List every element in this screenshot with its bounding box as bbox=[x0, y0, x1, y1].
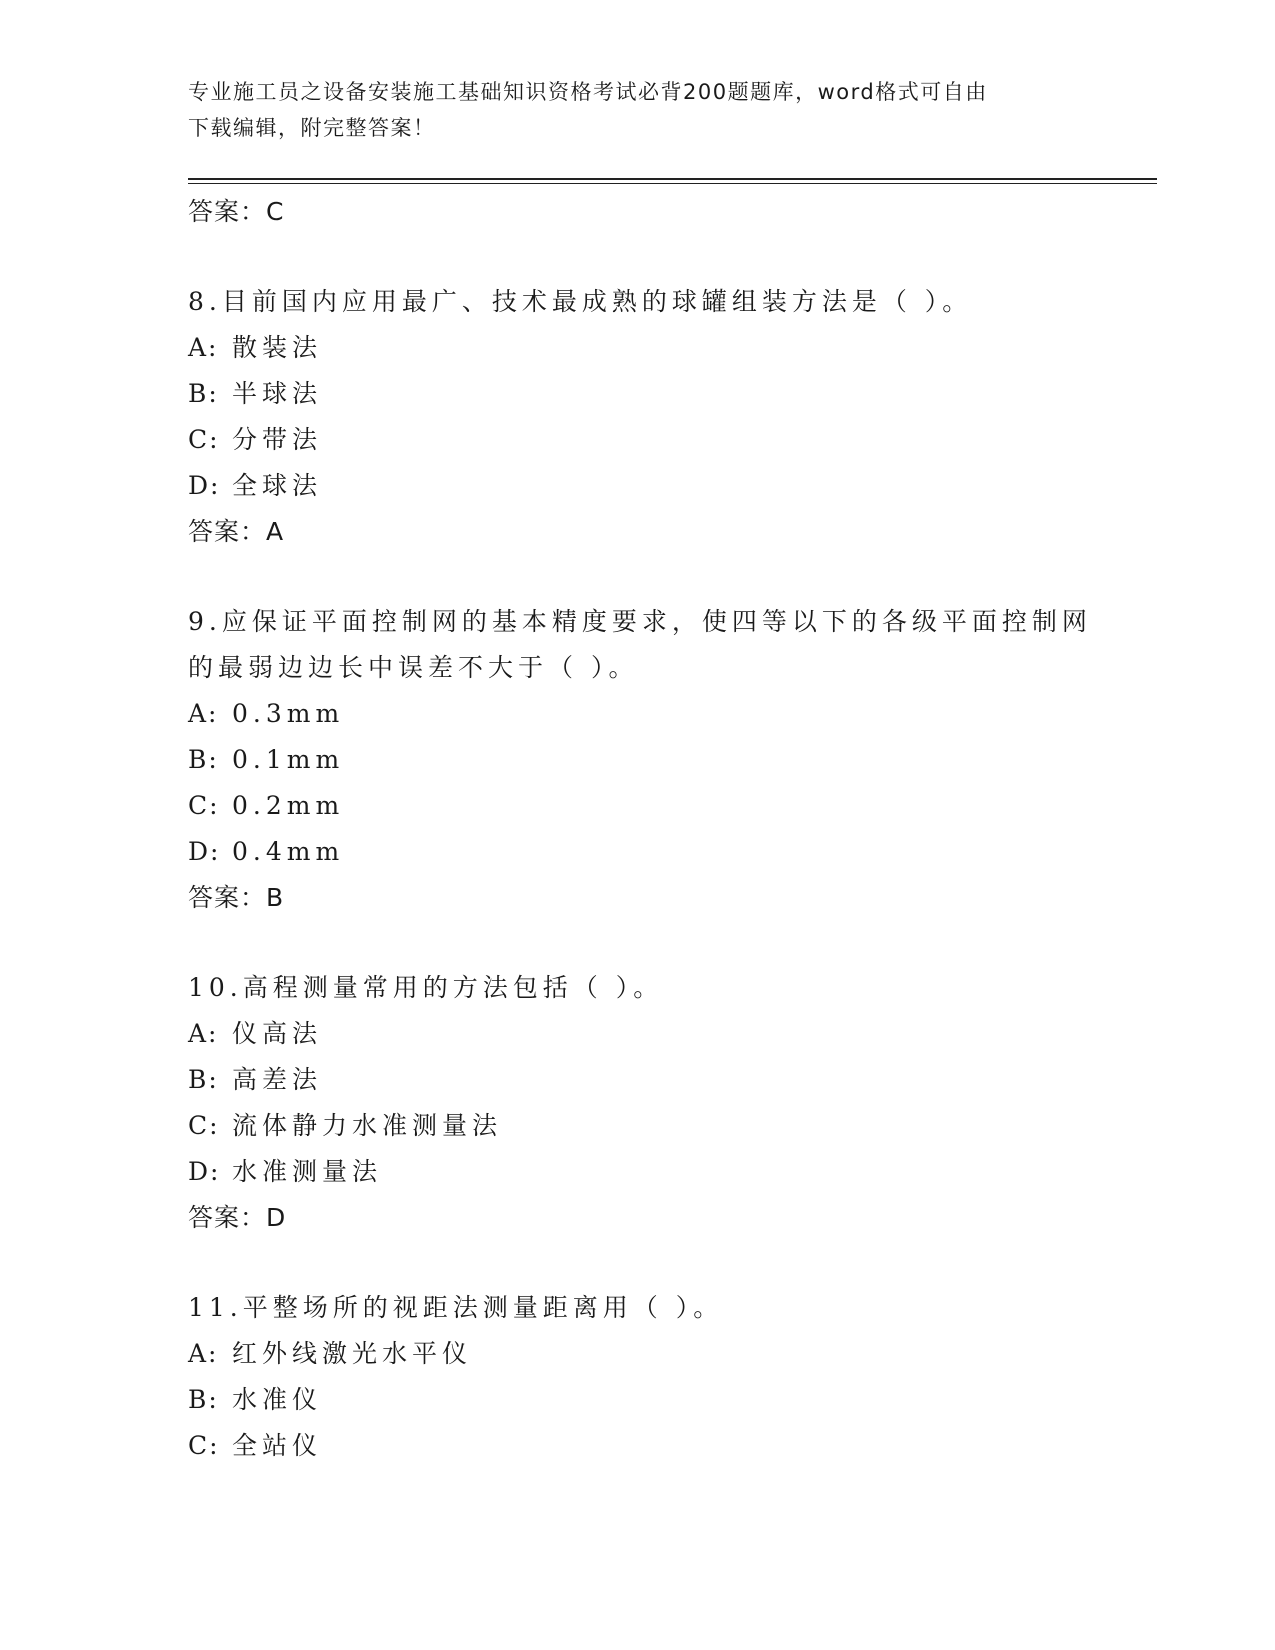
option-b bbox=[188, 1057, 1088, 1103]
answer-value: A bbox=[266, 517, 285, 546]
option-label: B: bbox=[188, 745, 219, 774]
option-text: 0.1mm bbox=[232, 745, 345, 774]
option-b bbox=[188, 371, 1088, 417]
answer-prefix: 答案： bbox=[188, 1203, 267, 1232]
answer-value: C bbox=[266, 197, 285, 226]
question-stem-continued: 的最弱边边长中误差不大于（ ）。 bbox=[188, 653, 639, 682]
option-d bbox=[188, 463, 1088, 509]
document-header bbox=[188, 74, 1088, 146]
option-text: 全站仪 bbox=[232, 1431, 323, 1460]
header-divider-thin bbox=[188, 183, 1157, 184]
option-a bbox=[188, 1011, 1088, 1057]
option-label: D: bbox=[188, 471, 221, 500]
spacer bbox=[188, 555, 1088, 599]
option-label: D: bbox=[188, 837, 221, 866]
option-label: D: bbox=[188, 1157, 221, 1186]
option-label: C: bbox=[188, 791, 220, 820]
header-divider bbox=[188, 178, 1157, 180]
option-text: 流体静力水准测量法 bbox=[232, 1111, 503, 1140]
option-label: A: bbox=[188, 333, 219, 362]
option-text: 分带法 bbox=[232, 425, 323, 454]
option-label: A: bbox=[188, 699, 219, 728]
option-text: 0.3mm bbox=[232, 699, 345, 728]
answer-line bbox=[188, 509, 1088, 555]
option-b bbox=[188, 737, 1088, 783]
option-label: C: bbox=[188, 425, 220, 454]
option-a bbox=[188, 325, 1088, 371]
option-label: A: bbox=[188, 1019, 219, 1048]
spacer bbox=[188, 235, 1088, 279]
option-b bbox=[188, 1377, 1088, 1423]
question-stem: 11.平整场所的视距法测量距离用（ ）。 bbox=[188, 1293, 724, 1322]
option-c bbox=[188, 783, 1088, 829]
question-stem: 8.目前国内应用最广、技术最成熟的球罐组装方法是（ ）。 bbox=[188, 287, 973, 316]
option-d bbox=[188, 1149, 1088, 1195]
answer-line bbox=[188, 875, 1088, 921]
option-text: 仪高法 bbox=[232, 1019, 323, 1048]
option-d bbox=[188, 829, 1088, 875]
option-c bbox=[188, 417, 1088, 463]
answer-prefix: 答案： bbox=[188, 197, 267, 226]
spacer bbox=[188, 1241, 1088, 1285]
answer-line bbox=[188, 189, 1088, 235]
answer-value: B bbox=[266, 883, 285, 912]
answer-prefix: 答案： bbox=[188, 883, 267, 912]
option-label: C: bbox=[188, 1111, 220, 1140]
option-text: 0.4mm bbox=[232, 837, 345, 866]
answer-value: D bbox=[266, 1203, 287, 1232]
option-text: 全球法 bbox=[232, 471, 323, 500]
option-c bbox=[188, 1103, 1088, 1149]
spacer bbox=[188, 921, 1088, 965]
option-text: 散装法 bbox=[232, 333, 323, 362]
answer-prefix: 答案： bbox=[188, 517, 267, 546]
option-text: 红外线激光水平仪 bbox=[232, 1339, 473, 1368]
question-stem: 9.应保证平面控制网的基本精度要求，使四等以下的各级平面控制网 bbox=[188, 607, 1092, 636]
option-label: B: bbox=[188, 379, 219, 408]
option-c bbox=[188, 1423, 1088, 1469]
option-label: C: bbox=[188, 1431, 220, 1460]
answer-line bbox=[188, 1195, 1088, 1241]
option-label: B: bbox=[188, 1385, 219, 1414]
option-a bbox=[188, 1331, 1088, 1377]
option-text: 半球法 bbox=[232, 379, 323, 408]
option-label: B: bbox=[188, 1065, 219, 1094]
header-title-line-2: 下载编辑，附完整答案！ bbox=[188, 116, 436, 140]
option-text: 高差法 bbox=[232, 1065, 323, 1094]
option-a bbox=[188, 691, 1088, 737]
option-text: 水准仪 bbox=[232, 1385, 323, 1414]
question-stem: 10.高程测量常用的方法包括（ ）。 bbox=[188, 973, 664, 1002]
header-title-line-1: 专业施工员之设备安装施工基础知识资格考试必背200题题库，word格式可自由 bbox=[188, 80, 988, 104]
option-text: 水准测量法 bbox=[232, 1157, 383, 1186]
question-list bbox=[188, 189, 1092, 1469]
option-text: 0.2mm bbox=[232, 791, 345, 820]
option-label: A: bbox=[188, 1339, 219, 1368]
